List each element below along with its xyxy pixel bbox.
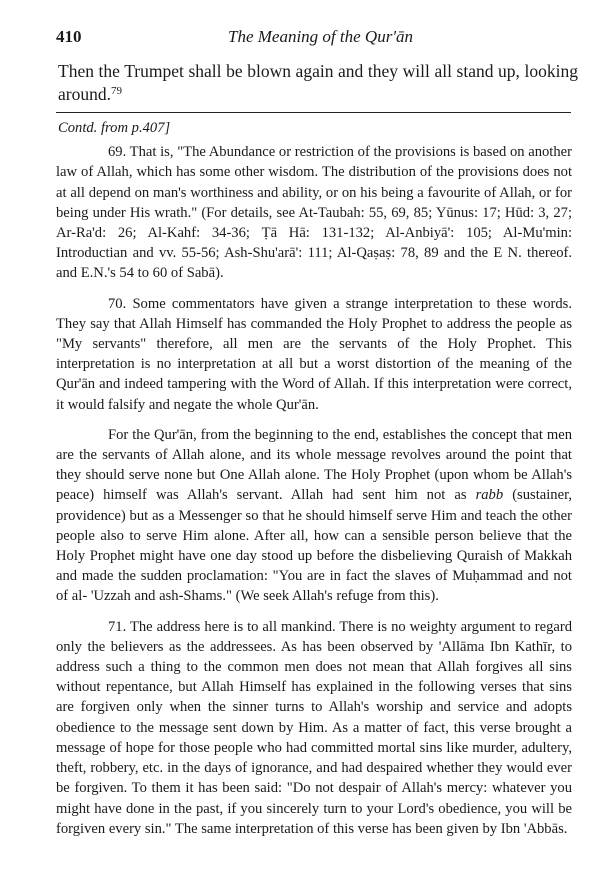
verse-body: Then the Trumpet shall be blown again and they will all stand up, looking around. [58,61,578,104]
note-70-continued-text-end: (sustainer, providence) but as a Messenger so that he should himself serve Him and teach the other people also to serve Him alone. After all, how can a sensible person believe that the Holy Prophet might have one day stood up before the disbelieving Quraish of Makkah and made the sudden proclamation: "You are in fact the slaves of Muḥammad and not of al- 'Uzzah and ash-Shams." (We seek Allah's refuge from this). [56,487,572,605]
note-69: 69. That is, "The Abundance or restriction of the provisions is based on another law of Allah, which has some other wisdom. The distribution of the provisions does not at all depend on man's worthiness and ability, or on his being a favourite of Allah, or for being under His wrath." (For details, see At-Taubah: 55, 69, 85; Yūnus: 17; Hūd: 3, 27; Ar-Ra'd: 26; Al-Kahf: 34-36; Ṭā Hā: 131-132; Al-Anbiyā': 105; Al-Mu'min: Introductian and vv. 55-56; Ash-Shu'arā': 111; Al-Qaṣaṣ: 78, 89 and the E N. thereof. and E.N.'s 54 to 60 of Sabā). [56,144,572,282]
running-title: The Meaning of the Qur'ān [228,27,413,46]
note-70: 70. Some commentators have given a strange interpretation to these words. They say that Allah Himself has commanded the Holy Prophet to address the people as "My servants" therefore, all men are the servants of the Holy Prophet. This interpretation is no interpretation at all but a worst distortion of the meaning of the Qur'ān and indeed tampering with the Word of Allah. If this interpretation were correct, it would falsify and negate the whole Qur'ān. [56,295,572,413]
note-70-italic-term: rabb [475,487,504,504]
commentary-notes [56,118,572,849]
verse-text [58,60,578,106]
note-70-continued-text: For the Qur'ān, from the beginning to the end, establishes the concept that men are the servants of Allah alone, and its whole message revolves around the point that they should serve none but One Allah alone. The Holy Prophet (upon whom be Allah's peace) himself was Allah's servant. Allah had sent him not as [56,426,572,504]
note-71: 71. The address here is to all mankind. There is no weighty argument to regard only the believers as the addressees. As has been observed by 'Allāma Ibn Kathīr, to address such a thing to the common men does not mean that Allah forgives all sins without repentance, but Allah Himself has explained in the following verses that sins are forgiven only when the sinner turns to Allah's worship and service and adopts obedience to the message sent down by Him. As a matter of fact, this verse brought a message of hope for those people who had committed mortal sins like murder, adultery, theft, robbery, etc. in the days of ignorance, and had despaired whether they would ever be forgiven. To them it has been said: "Do not despair of Allah's mercy: whatever you might have done in the past, if you sincerely turn to your Lord's obedience, you will be forgiven every sin." The same interpretation of this verse has been given by Ibn 'Abbās. [56,618,572,837]
continued-label: Contd. from p.407] [58,120,171,136]
footnote-divider [56,112,571,113]
footnote-ref: 79 [110,85,122,97]
page-number: 410 [56,27,82,46]
note-70-continued [56,425,572,607]
